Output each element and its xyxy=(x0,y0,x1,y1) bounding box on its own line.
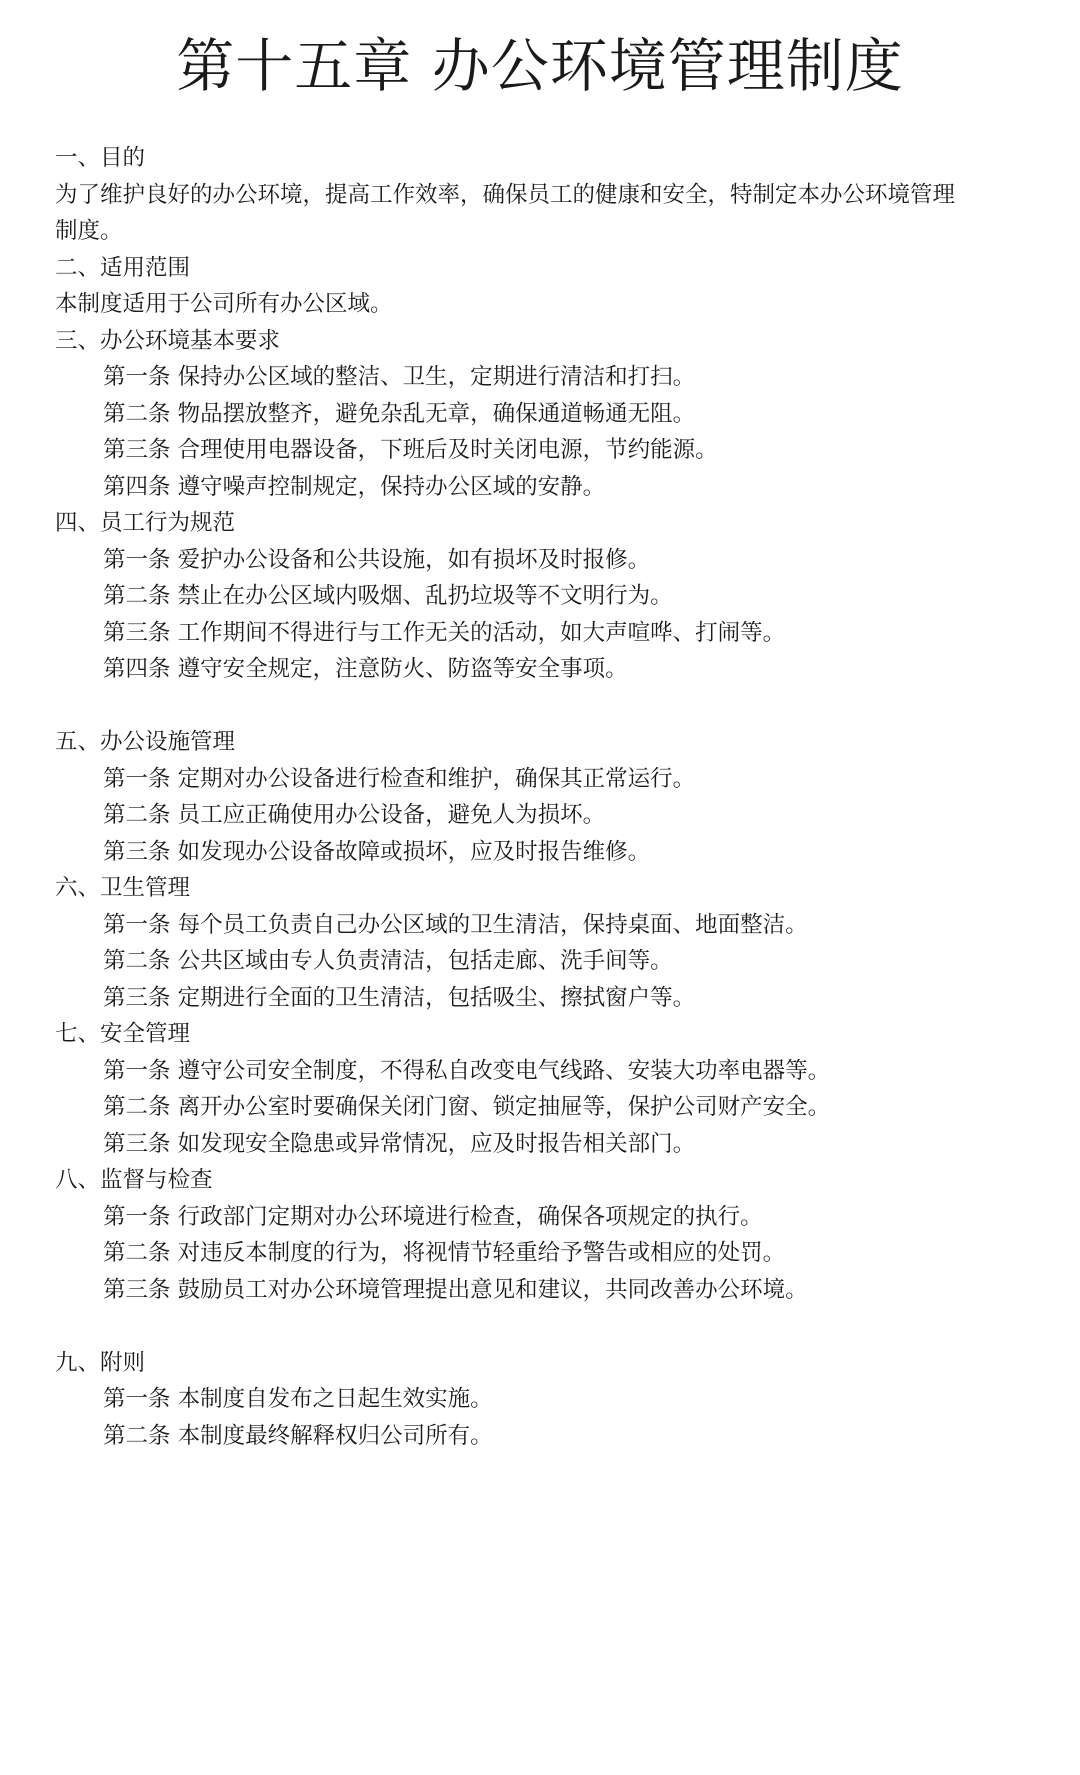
article-item: 第一条 每个员工负责自己办公区域的卫生清洁，保持桌面、地面整洁。 xyxy=(103,911,808,938)
article-item: 第三条 如发现安全隐患或异常情况，应及时报告相关部门。 xyxy=(103,1130,696,1157)
article-item: 第二条 对违反本制度的行为，将视情节轻重给予警告或相应的处罚。 xyxy=(103,1240,786,1266)
section-heading-basic-requirements: 三、办公环境基本要求 xyxy=(55,327,281,354)
article-item: 第三条 如发现办公设备故障或损坏，应及时报告维修。 xyxy=(103,838,651,865)
article-item: 第二条 公共区域由专人负责清洁，包括走廊、洗手间等。 xyxy=(103,948,673,974)
article-item: 第四条 遵守安全规定，注意防火、防盗等安全事项。 xyxy=(103,656,628,682)
article-item: 第一条 保持办公区域的整洁、卫生，定期进行清洁和打扫。 xyxy=(103,364,696,390)
purpose-text-line-1: 为了维护良好的办公环境，提高工作效率，确保员工的健康和安全，特制定本办公环境管理 xyxy=(55,181,956,208)
article-item: 第三条 定期进行全面的卫生清洁，包括吸尘、擦拭窗户等。 xyxy=(103,984,696,1011)
article-item: 第二条 本制度最终解释权归公司所有。 xyxy=(103,1422,493,1449)
article-item: 第三条 鼓励员工对办公环境管理提出意见和建议，共同改善办公环境。 xyxy=(103,1276,808,1303)
article-item: 第三条 合理使用电器设备，下班后及时关闭电源，节约能源。 xyxy=(103,437,718,463)
article-item: 第一条 定期对办公设备进行检查和维护，确保其正常运行。 xyxy=(103,765,696,792)
article-item: 第一条 行政部门定期对办公环境进行检查，确保各项规定的执行。 xyxy=(103,1203,763,1230)
article-item: 第四条 遵守噪声控制规定，保持办公区域的安静。 xyxy=(103,473,606,500)
article-item: 第一条 遵守公司安全制度，不得私自改变电气线路、安装大功率电器等。 xyxy=(103,1057,831,1084)
section-heading-safety: 七、安全管理 xyxy=(55,1021,191,1047)
article-item: 第二条 物品摆放整齐，避免杂乱无章，确保通道畅通无阻。 xyxy=(103,400,696,427)
scope-text: 本制度适用于公司所有办公区域。 xyxy=(55,291,393,317)
blank-line xyxy=(55,1308,1045,1345)
article-item: 第一条 本制度自发布之日起生效实施。 xyxy=(103,1386,493,1412)
article-item: 第一条 爱护办公设备和公共设施，如有损坏及时报修。 xyxy=(103,546,651,573)
article-item: 第二条 离开办公室时要确保关闭门窗、锁定抽屉等，保护公司财产安全。 xyxy=(103,1094,831,1120)
section-heading-scope: 二、适用范围 xyxy=(55,254,191,281)
document-body xyxy=(55,140,1045,1454)
section-heading-hygiene: 六、卫生管理 xyxy=(55,875,191,901)
page-title: 第十五章 办公环境管理制度 xyxy=(176,32,904,100)
section-heading-appendix: 九、附则 xyxy=(55,1349,146,1376)
section-heading-supervision: 八、监督与检查 xyxy=(55,1167,213,1193)
purpose-text-line-2: 制度。 xyxy=(55,218,123,244)
article-item: 第二条 员工应正确使用办公设备，避免人为损坏。 xyxy=(103,802,606,828)
article-item: 第三条 工作期间不得进行与工作无关的活动，如大声喧哗、打闹等。 xyxy=(103,619,786,646)
blank-line xyxy=(55,688,1045,725)
section-heading-conduct: 四、员工行为规范 xyxy=(55,510,236,536)
article-item: 第二条 禁止在办公区域内吸烟、乱扔垃圾等不文明行为。 xyxy=(103,583,673,609)
section-heading-facilities: 五、办公设施管理 xyxy=(55,729,236,755)
section-heading-purpose: 一、目的 xyxy=(55,145,146,171)
